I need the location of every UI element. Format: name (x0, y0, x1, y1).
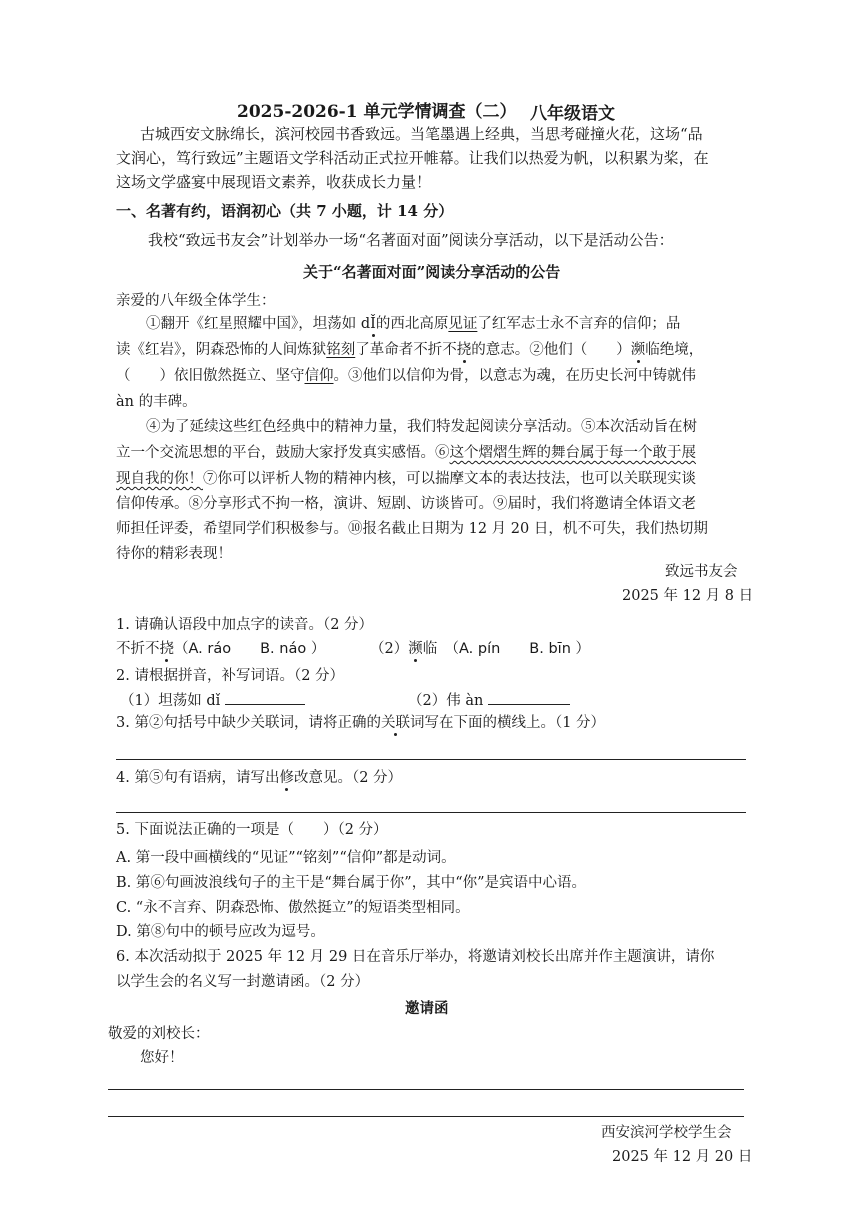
notice-p2-line-6: 待你的精彩表现！ (116, 546, 232, 562)
q5-stem: 5. 下面说法正确的一项是（ ）（2 分） (116, 822, 388, 838)
underlined-jianzheng: 见证 (448, 316, 478, 332)
notice-p1-line-3: （ ）依旧傲然挺立、坚守信仰。③他们以信仰为骨，以意志为魂，在历史长河中铸就伟 (116, 368, 696, 384)
notice-p1-line-1: ①翻开《红星照耀中国》，坦荡如 dǏ的西北高原见证了红军志士永不言弃的信仰；品 (146, 316, 681, 332)
letter-title: 邀请函 (405, 1000, 449, 1017)
notice-greeting: 亲爱的八年级全体学生： (116, 293, 276, 309)
section-lead: 我校“致远书友会”计划举办一场“名著面对面”阅读分享活动，以下是活动公告： (148, 231, 674, 249)
q4-stem: 4. 第⑤句有语病，请写出修改意见。（2 分） (116, 770, 403, 786)
q2-blank-1[interactable] (225, 704, 305, 705)
notice-date: 2025 年 12 月 8 日 (622, 588, 754, 604)
intro-line-2: 文润心，笃行致远”主题语文学科活动正式拉开帷幕。让我们以热爱为帆，以积累为桨，在 (116, 149, 709, 167)
q2-blank-2[interactable] (488, 704, 570, 705)
notice-p2-line-3: 现自我的你！⑦你可以评析人物的精神内核，可以揣摩文本的表达技法，也可以关联现实谈 (116, 471, 696, 487)
q4-answer-line[interactable] (116, 812, 746, 813)
q1-item-1: 不折不挠（A. ráo B. náo ） (116, 641, 326, 657)
wavy-sentence-6: 这个熠熠生辉的舞台属于每一个敢于展 (449, 445, 696, 461)
q6-stem-line-2: 以学生会的名义写一封邀请函。（2 分） (116, 974, 370, 990)
notice-signer: 致远书友会 (665, 564, 738, 580)
exam-title: 2025-2026-1 单元学情调查（二） (237, 102, 517, 122)
q2-stem: 2. 请根据拼音，补写词语。（2 分） (116, 668, 345, 684)
notice-p2-line-5: 师担任评委，希望同学们积极参与。⑩报名截止日期为 12 月 20 日，机不可失，我们热切期 (116, 521, 708, 537)
notice-p1-line-4: àn 的丰碑。 (116, 394, 197, 410)
q5-option-c: C. “永不言弃、阴森恐怖、傲然挺立”的短语类型相同。 (116, 900, 470, 916)
underlined-mingke: 铭刻 (326, 342, 356, 358)
q2-item-2: （2）伟 àn (408, 694, 570, 709)
q5-option-b: B. 第⑥句画波浪线句子的主干是“舞台属于你”，其中“你”是宾语中心语。 (116, 875, 587, 891)
notice-p2-line-2: 立一个交流思想的平台，鼓励大家抒发真实感悟。⑥这个熠熠生辉的舞台属于每一个敢于展 (116, 445, 696, 461)
section-heading: 一、名著有约，语润初心（共 7 小题，计 14 分） (116, 202, 454, 220)
letter-date: 2025 年 12 月 20 日 (612, 1149, 753, 1165)
letter-signer: 西安滨河学校学生会 (601, 1125, 732, 1141)
notice-p2-line-1: ④为了延续这些红色经典中的精神力量，我们特发起阅读分享活动。⑤本次活动旨在树 (146, 419, 697, 435)
letter-greeting: 您好！ (140, 1050, 184, 1066)
letter-writing-line-2[interactable] (108, 1116, 744, 1117)
q6-stem-line-1: 6. 本次活动拟于 2025 年 12 月 29 日在音乐厅举办，将邀请刘校长出席并作主题演讲，请你 (116, 949, 715, 965)
notice-title: 关于“名著面对面”阅读分享活动的公告 (303, 263, 561, 281)
q3-stem: 3. 第②句括号中缺少关联词，请将正确的关联词写在下面的横线上。（1 分） (116, 715, 606, 731)
exam-subject: 八年级语文 (530, 104, 615, 124)
q2-item-1: （1）坦荡如 dǐ (120, 694, 305, 709)
q1-item-2: （2）濒临 （A. pín B. bīn ） (370, 641, 590, 657)
letter-salutation: 敬爱的刘校长： (108, 1026, 210, 1042)
underlined-xinyang: 信仰 (304, 368, 334, 384)
intro-line-3: 这场文学盛宴中展现语文素养，收获成长力量！ (116, 173, 432, 191)
q1-stem: 1. 请确认语段中加点字的读音。（2 分） (116, 617, 374, 633)
notice-p2-line-4: 信仰传承。⑧分享形式不拘一格，演讲、短剧、访谈皆可。⑨届时，我们将邀请全体语文老 (116, 496, 696, 512)
notice-p1-line-2: 读《红岩》，阴森恐怖的人间炼狱铭刻了革命者不折不挠的意志。②他们（ ）濒临绝境， (116, 342, 704, 358)
letter-writing-line-1[interactable] (108, 1089, 744, 1090)
intro-line-1: 古城西安文脉绵长，滨河校园书香致远。当笔墨遇上经典，当思考碰撞火花，这场“品 (140, 125, 703, 143)
q5-option-a: A. 第一段中画横线的“见证”“铭刻”“信仰”都是动词。 (116, 850, 456, 866)
q3-answer-line[interactable] (116, 759, 746, 760)
q5-option-d: D. 第⑧句中的顿号应改为逗号。 (116, 924, 325, 940)
